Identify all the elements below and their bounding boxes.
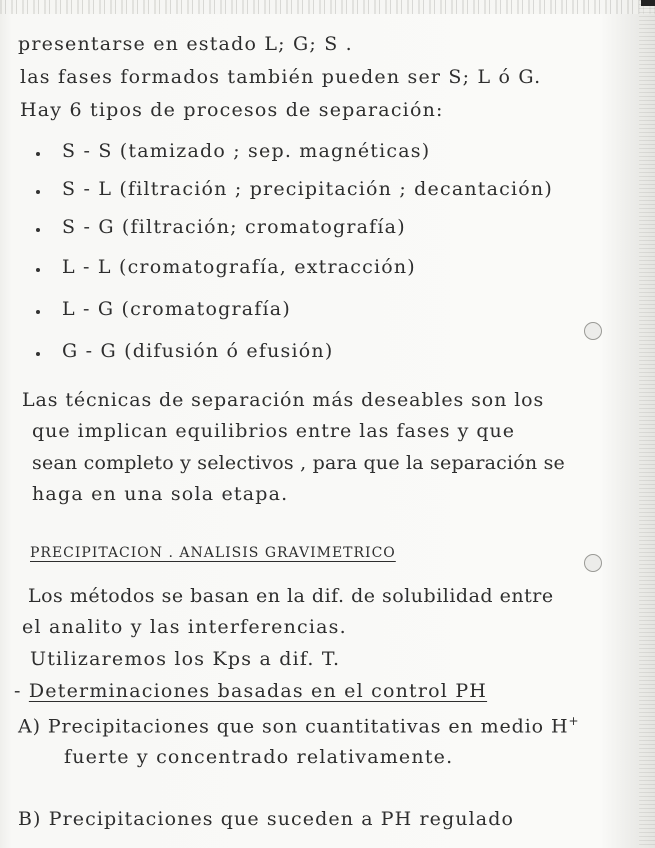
- text-line: Las técnicas de separación más deseables son los: [22, 389, 545, 411]
- list-item: S - S (tamizado ; sep. magnéticas): [62, 140, 431, 162]
- text-line: sean completo y selectivos , para que la separación se: [32, 452, 565, 474]
- text-line: [18, 714, 579, 737]
- text-line: Utilizaremos los Kps a dif. T.: [30, 648, 341, 670]
- list-item: L - G (cromatografía): [62, 298, 291, 320]
- bullet-point: [36, 190, 40, 194]
- scan-right-edge: [639, 0, 655, 848]
- bullet-point: [36, 268, 40, 272]
- scan-top-edge: [0, 0, 655, 14]
- superscript: +: [568, 714, 580, 728]
- text-line: [14, 680, 487, 702]
- dash-prefix: -: [14, 680, 29, 702]
- binder-hole: [584, 322, 602, 340]
- bullet-point: [36, 352, 40, 356]
- list-item: S - G (filtración; cromatografía): [62, 216, 406, 238]
- bullet-point: [36, 310, 40, 314]
- text-line: fuerte y concentrado relativamente.: [64, 746, 454, 768]
- bullet-point: [36, 228, 40, 232]
- bullet-point: [36, 152, 40, 156]
- text-line: que implican equilibrios entre las fases y que: [32, 420, 515, 442]
- text-span: A) Precipitaciones que son cuantitativas en medio H: [18, 715, 569, 738]
- text-line: las fases formados también pueden ser S; L ó G.: [20, 66, 542, 88]
- scan-corner-mark: [641, 0, 655, 6]
- underlined-text: Determinaciones basadas en el control PH: [28, 680, 488, 702]
- list-item: G - G (difusión ó efusión): [62, 340, 334, 362]
- text-line: haga en una sola etapa.: [32, 483, 289, 505]
- text-line: Hay 6 tipos de procesos de separación:: [20, 99, 444, 121]
- list-item: S - L (filtración ; precipitación ; decantación): [62, 178, 553, 200]
- text-line: el analito y las interferencias.: [22, 616, 347, 638]
- list-item: L - L (cromatografía, extracción): [62, 256, 416, 278]
- binder-hole: [584, 554, 602, 572]
- text-line: B) Precipitaciones que suceden a PH regulado: [18, 808, 515, 830]
- section-heading: PRECIPITACION . ANALISIS GRAVIMETRICO: [30, 545, 396, 561]
- text-line: presentarse en estado L; G; S .: [18, 33, 353, 55]
- text-line: Los métodos se basan en la dif. de solubilidad entre: [28, 585, 554, 607]
